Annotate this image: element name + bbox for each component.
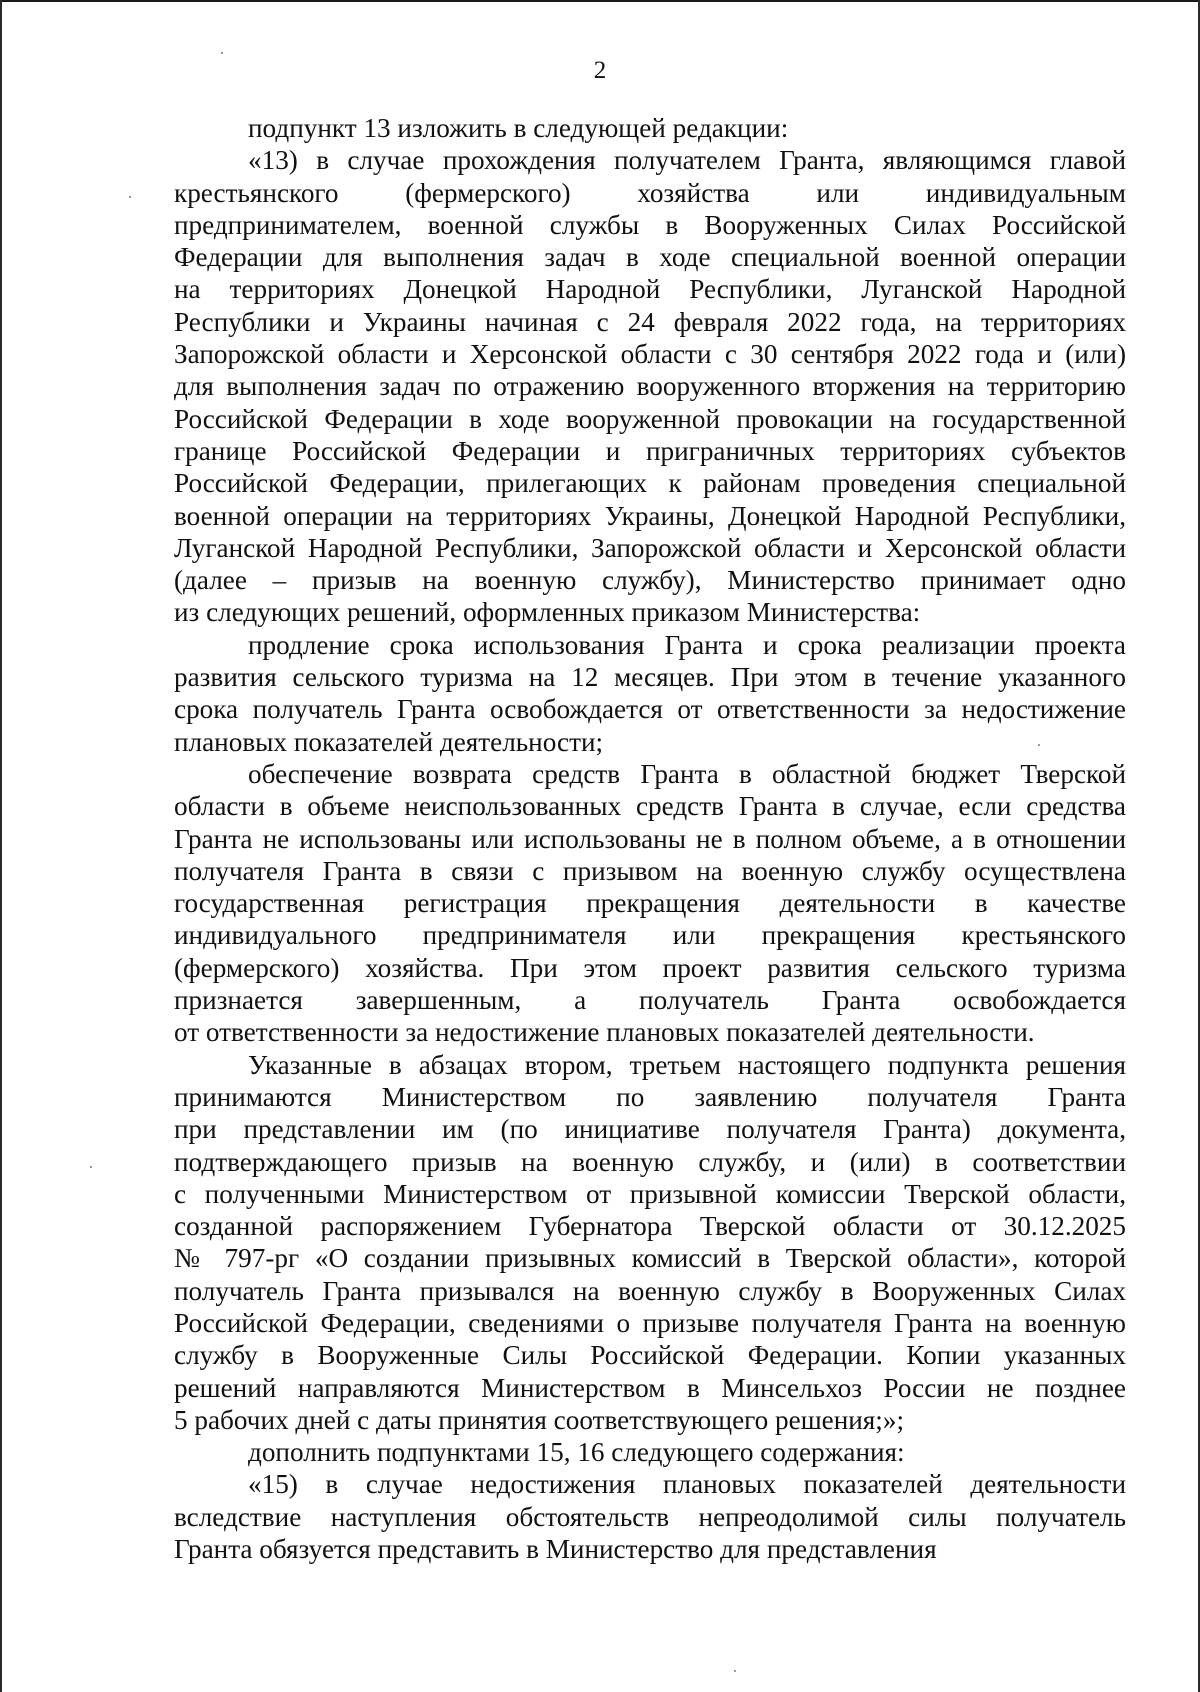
text-line: границе Российской Федерации и приграничных территориях субъектов [174,435,1126,466]
text-line: предпринимателем, военной службы в Вооруженных Силах Российской [174,209,1126,240]
scan-speck [129,196,131,198]
text-line: Указанные в абзацах втором, третьем настоящего подпункта решения [248,1049,1126,1080]
scan-speck [734,1670,736,1672]
text-line: решений направляются Министерством в Минсельхоз России не позднее [174,1372,1126,1403]
text-line: Российской Федерации, прилегающих к районам проведения специальной [174,468,1126,499]
paragraph [174,1436,1126,1468]
paragraph [174,758,1126,1049]
scan-border-top [0,0,1200,2]
text-line: продление срока использования Гранта и срока реализации проекта [248,629,1126,660]
text-line: 5 рабочих дней с даты принятия соответствующего решения;»; [174,1404,904,1435]
text-line: крестьянского (фермерского) хозяйства или индивидуальным [174,177,1126,208]
paragraph [174,144,1126,628]
text-line: Запорожской области и Херсонской области с 30 сентября 2022 года и (или) [174,339,1126,370]
text-line: Российской Федерации, сведениями о призыве получателя Гранта на военную [174,1307,1126,1338]
scan-speck [221,52,223,54]
text-line: государственная регистрация прекращения деятельности в качестве [174,888,1126,919]
text-line: на территориях Донецкой Народной Республики, Луганской Народной [174,274,1126,305]
text-line: службу в Вооруженные Силы Российской Федерации. Копии указанных [174,1340,1126,1371]
text-line: Российской Федерации в ходе вооруженной провокации на государственной [174,403,1126,434]
text-line: Гранта не использованы или использованы не в полном объеме, а в отношении [174,823,1126,854]
text-line: при представлении им (по инициативе получателя Гранта) документа, [174,1114,1126,1145]
text-line: «13) в случае прохождения получателем Гранта, являющимся главой [248,145,1126,176]
text-line: вследствие наступления обстоятельств непреодолимой силы получатель [174,1501,1126,1532]
text-line: Гранта обязуется представить в Министерство для представления [174,1534,937,1565]
paragraph [174,1049,1126,1437]
paragraph [174,112,1126,144]
scan-speck [90,1166,92,1168]
text-line: обеспечение возврата средств Гранта в областной бюджет Тверской [248,758,1126,789]
text-line: индивидуального предпринимателя или прекращения крестьянского [174,920,1126,951]
text-line: принимаются Министерством по заявлению получателя Гранта [174,1081,1126,1112]
text-line: развития сельского туризма на 12 месяцев. При этом в течение указанного [174,662,1126,693]
text-line: для выполнения задач по отражению вооруженного вторжения на территорию [174,371,1126,402]
text-line: получателя Гранта в связи с призывом на военную службу осуществлена [174,855,1126,886]
document-body [174,112,1126,1565]
text-line: подпункт 13 изложить в следующей редакции: [248,113,789,143]
paragraph [174,629,1126,758]
text-line: (фермерского) хозяйства. При этом проект развития сельского туризма [174,952,1126,983]
page-number: 2 [593,57,607,84]
text-line: от ответственности за недостижение плановых показателей деятельности. [174,1017,1035,1048]
text-line: созданной распоряжением Губернатора Тверской области от 30.12.2025 [174,1211,1126,1242]
text-line: с полученными Министерством от призывной комиссии Тверской области, [174,1178,1126,1209]
text-line: Республики и Украины начиная с 24 февраля 2022 года, на территориях [174,306,1126,337]
text-line: подтверждающего призыв на военную службу, и (или) в соответствии [174,1146,1126,1177]
text-line: дополнить подпунктами 15, 16 следующего содержания: [248,1437,905,1468]
text-line: признается завершенным, а получатель Гранта освобождается [174,985,1126,1016]
scan-border-left [0,0,2,1692]
text-line: из следующих решений, оформленных приказом Министерства: [174,597,921,628]
text-line: (далее – призыв на военную службу), Министерство принимает одно [174,565,1126,596]
text-line: получатель Гранта призывался на военную службу в Вооруженных Силах [174,1275,1126,1306]
text-line: № 797-рг «О создании призывных комиссий в Тверской области», которой [174,1243,1126,1274]
text-line: военной операции на территориях Украины, Донецкой Народной Республики, [174,500,1126,531]
text-line: плановых показателей деятельности; [174,726,604,757]
text-line: «15) в случае недостижения плановых показателей деятельности [248,1469,1126,1500]
paragraph [174,1468,1126,1565]
text-line: срока получатель Гранта освобождается от ответственности за недостижение [174,694,1126,725]
text-line: области в объеме неиспользованных средств Гранта в случае, если средства [174,791,1126,822]
text-line: Федерации для выполнения задач в ходе специальной военной операции [174,242,1126,273]
text-line: Луганской Народной Республики, Запорожской области и Херсонской области [174,532,1126,563]
